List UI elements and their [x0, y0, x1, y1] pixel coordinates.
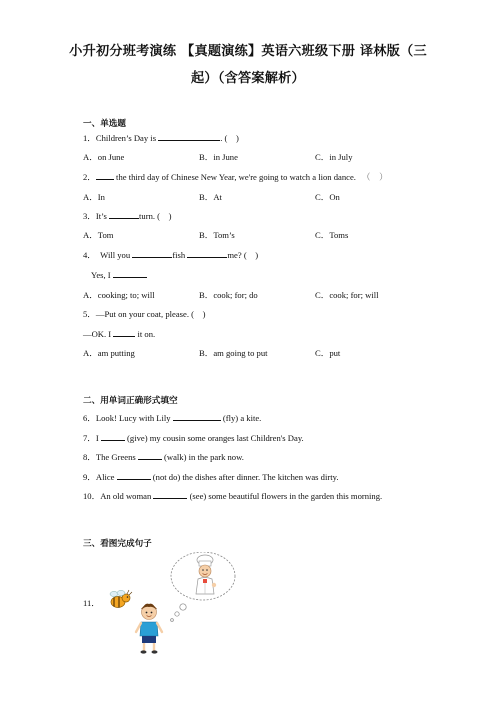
q3-option-b[interactable]: B．Tom’s [199, 230, 235, 240]
document-title [60, 38, 436, 92]
section-heading-picture-sentences: 三、看图完成句子 [83, 539, 152, 549]
question-4: 4． Will you fish me? ( ) [83, 250, 259, 260]
q2-option-b[interactable]: B．At [199, 192, 222, 202]
answer-blank[interactable] [138, 451, 162, 460]
q1-option-b[interactable]: B．in June [199, 152, 238, 162]
title-line-2: 起）（含答案解析） [191, 71, 305, 86]
title-line-1: 小升初分班考演练 【真题演练】英语六班级下册 译林版（三 [69, 44, 427, 59]
section-heading-single-choice: 一、单选题 [83, 119, 126, 129]
answer-blank[interactable] [113, 269, 147, 278]
q4-option-c[interactable]: C．cook; for; will [315, 290, 379, 300]
question-3: 3．It’s turn. ( ) [83, 211, 172, 221]
q5-option-a[interactable]: A．am putting [83, 348, 135, 358]
question-6: 6．Look! Lucy with Lily (fly) a kite. [83, 413, 262, 423]
question-5-line-2: —OK. I it on. [83, 329, 156, 339]
boy-figure [136, 604, 162, 654]
answer-blank[interactable] [101, 432, 125, 441]
answer-blank[interactable] [187, 249, 227, 258]
answer-blank[interactable] [132, 249, 172, 258]
answer-blank[interactable] [173, 412, 221, 421]
q2-option-c[interactable]: C．On [315, 192, 340, 202]
q1-option-a[interactable]: A．on June [83, 152, 125, 162]
q5-option-c[interactable]: C．put [315, 348, 341, 358]
q1-option-c[interactable]: C．in July [315, 152, 353, 162]
section-heading-fill-blanks: 二、用单词正确形式填空 [83, 396, 178, 406]
question-11-picture [100, 552, 240, 658]
answer-blank[interactable] [117, 471, 151, 480]
question-9: 9．Alice (not do) the dishes after dinner. The kitchen was dirty. [83, 472, 339, 482]
question-8: 8．The Greens (walk) in the park now. [83, 452, 244, 462]
answer-blank[interactable] [153, 490, 187, 499]
q5-option-b[interactable]: B．am going to put [199, 348, 268, 358]
answer-blank[interactable] [158, 132, 220, 141]
question-11-number: 11． [83, 598, 100, 608]
question-1: 1．Children’s Day is . ( ) [83, 133, 239, 143]
q4-option-a[interactable]: A．cooking; to; will [83, 290, 155, 300]
question-7: 7．I (give) my cousin some oranges last Children's Day. [83, 433, 304, 443]
bee-figure [110, 590, 132, 608]
q3-option-c[interactable]: C．Toms [315, 230, 349, 240]
question-10: 10．An old woman (see) some beautiful flowers in the garden this morning. [83, 491, 383, 501]
answer-blank[interactable] [96, 171, 114, 180]
q4-option-b[interactable]: B．cook; for; do [199, 290, 258, 300]
answer-blank[interactable] [113, 328, 135, 337]
q2-option-a[interactable]: A．In [83, 192, 105, 202]
q3-option-a[interactable]: A．Tom [83, 230, 114, 240]
question-2: 2． the third day of Chinese New Year, we're going to watch a lion dance. （ ） [83, 172, 388, 182]
answer-blank[interactable] [109, 210, 139, 219]
question-4-line-2: Yes, I [91, 269, 147, 280]
question-5: 5．—Put on your coat, please. ( ) [83, 309, 206, 319]
